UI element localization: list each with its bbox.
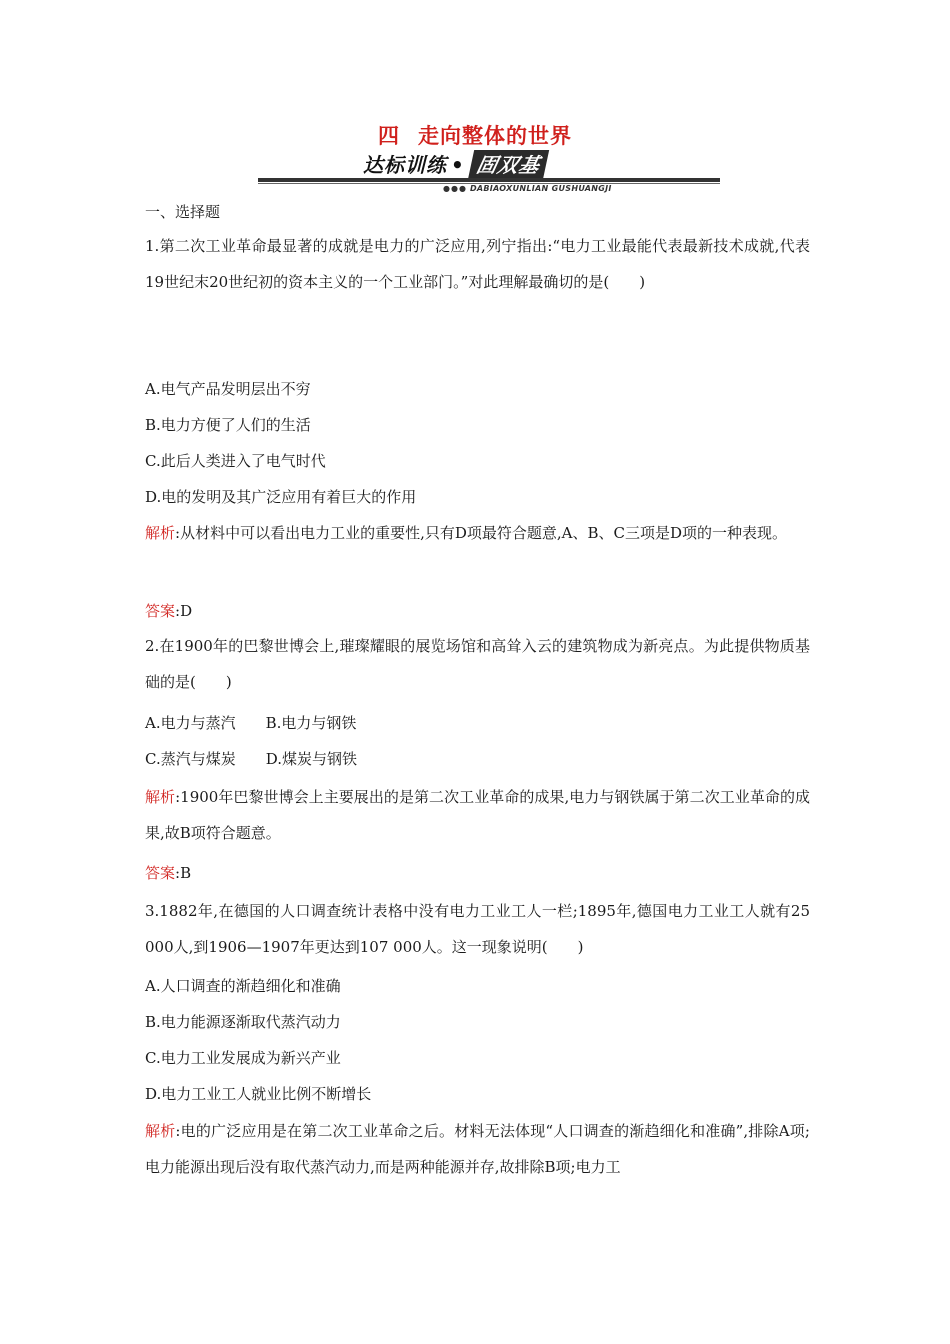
q1-option-a: A.电气产品发明层出不穷 — [145, 380, 311, 398]
q3-option-a: A.人口调查的渐趋细化和准确 — [145, 977, 341, 995]
q1-option-c: C.此后人类进入了电气时代 — [145, 452, 326, 470]
section-heading: 一、选择题 — [145, 203, 221, 221]
lesson-title-text: 走向整体的世界 — [418, 124, 572, 148]
q2-answer-label: 答案 — [145, 864, 176, 882]
q2-options-row1: A.电力与蒸汽 B.电力与钢铁 — [145, 714, 357, 732]
q2-options-row2: C.蒸汽与煤炭 D.煤炭与钢铁 — [145, 750, 357, 768]
q3-option-c: C.电力工业发展成为新兴产业 — [145, 1049, 341, 1067]
banner-subtitle-text: DABIAOXUNLIAN GUSHUANGJI — [469, 184, 612, 193]
q2-stem: 2.在1900年的巴黎世博会上,璀璨耀眼的展览场馆和高耸入云的建筑物成为新亮点。为此提供物质基础的是( ) — [145, 637, 810, 691]
q1-answer — [145, 600, 192, 621]
banner-sub-dots: ●●● — [443, 184, 467, 193]
q1-answer-label: 答案 — [145, 602, 176, 620]
q1-analysis-text: :从材料中可以看出电力工业的重要性,只有D项最符合题意,A、B、C三项是D项的一种表现。 — [175, 524, 787, 542]
section-banner — [258, 150, 720, 198]
q1-stem: 1.第二次工业革命最显著的成就是电力的广泛应用,列宁指出:“电力工业最能代表最新技术成就,代表19世纪末20世纪初的资本主义的一个工业部门。”对此理解最确切的是( ) — [145, 237, 810, 291]
q3-analysis — [145, 1113, 810, 1185]
q2-analysis — [145, 779, 810, 851]
lesson-number: 四 — [378, 124, 400, 148]
q3-option-d: D.电力工业工人就业比例不断增长 — [145, 1085, 372, 1103]
q3-option-b: B.电力能源逐渐取代蒸汽动力 — [145, 1013, 341, 1031]
q3-analysis-label: 解析 — [145, 1122, 176, 1140]
banner-subtitle — [443, 184, 612, 193]
banner-dot: • — [451, 153, 465, 177]
q3-stem: 3.1882年,在德国的人口调查统计表格中没有电力工业工人一栏;1895年,德国电力工业工人就有25 000人,到1906—1907年更达到107 000人。这一现象说明( ) — [145, 902, 810, 956]
q2-analysis-label: 解析 — [145, 788, 176, 806]
banner-rule — [258, 178, 720, 182]
q1-option-d: D.电的发明及其广泛应用有着巨大的作用 — [145, 488, 417, 506]
lesson-title — [0, 120, 950, 150]
banner-left-text: 达标训练 — [363, 153, 447, 177]
q3-analysis-text: :电的广泛应用是在第二次工业革命之后。材料无法体现“人口调查的渐趋细化和准确”,排除A项;电力能源出现后没有取代蒸汽动力,而是两种能源并存,故排除B项;电力工 — [145, 1122, 810, 1176]
banner-heading — [363, 150, 546, 180]
q2-analysis-text: :1900年巴黎世博会上主要展出的是第二次工业革命的成果,电力与钢铁属于第二次工业革命的成果,故B项符合题意。 — [145, 788, 810, 842]
q1-option-b: B.电力方便了人们的生活 — [145, 416, 311, 434]
banner-boxed-text: 固双基 — [468, 150, 549, 180]
q1-answer-value: :D — [175, 602, 193, 620]
q1-analysis-label: 解析 — [145, 524, 176, 542]
q2-answer-value: :B — [175, 864, 192, 882]
q2-answer — [145, 862, 191, 883]
q1-analysis — [145, 515, 810, 551]
